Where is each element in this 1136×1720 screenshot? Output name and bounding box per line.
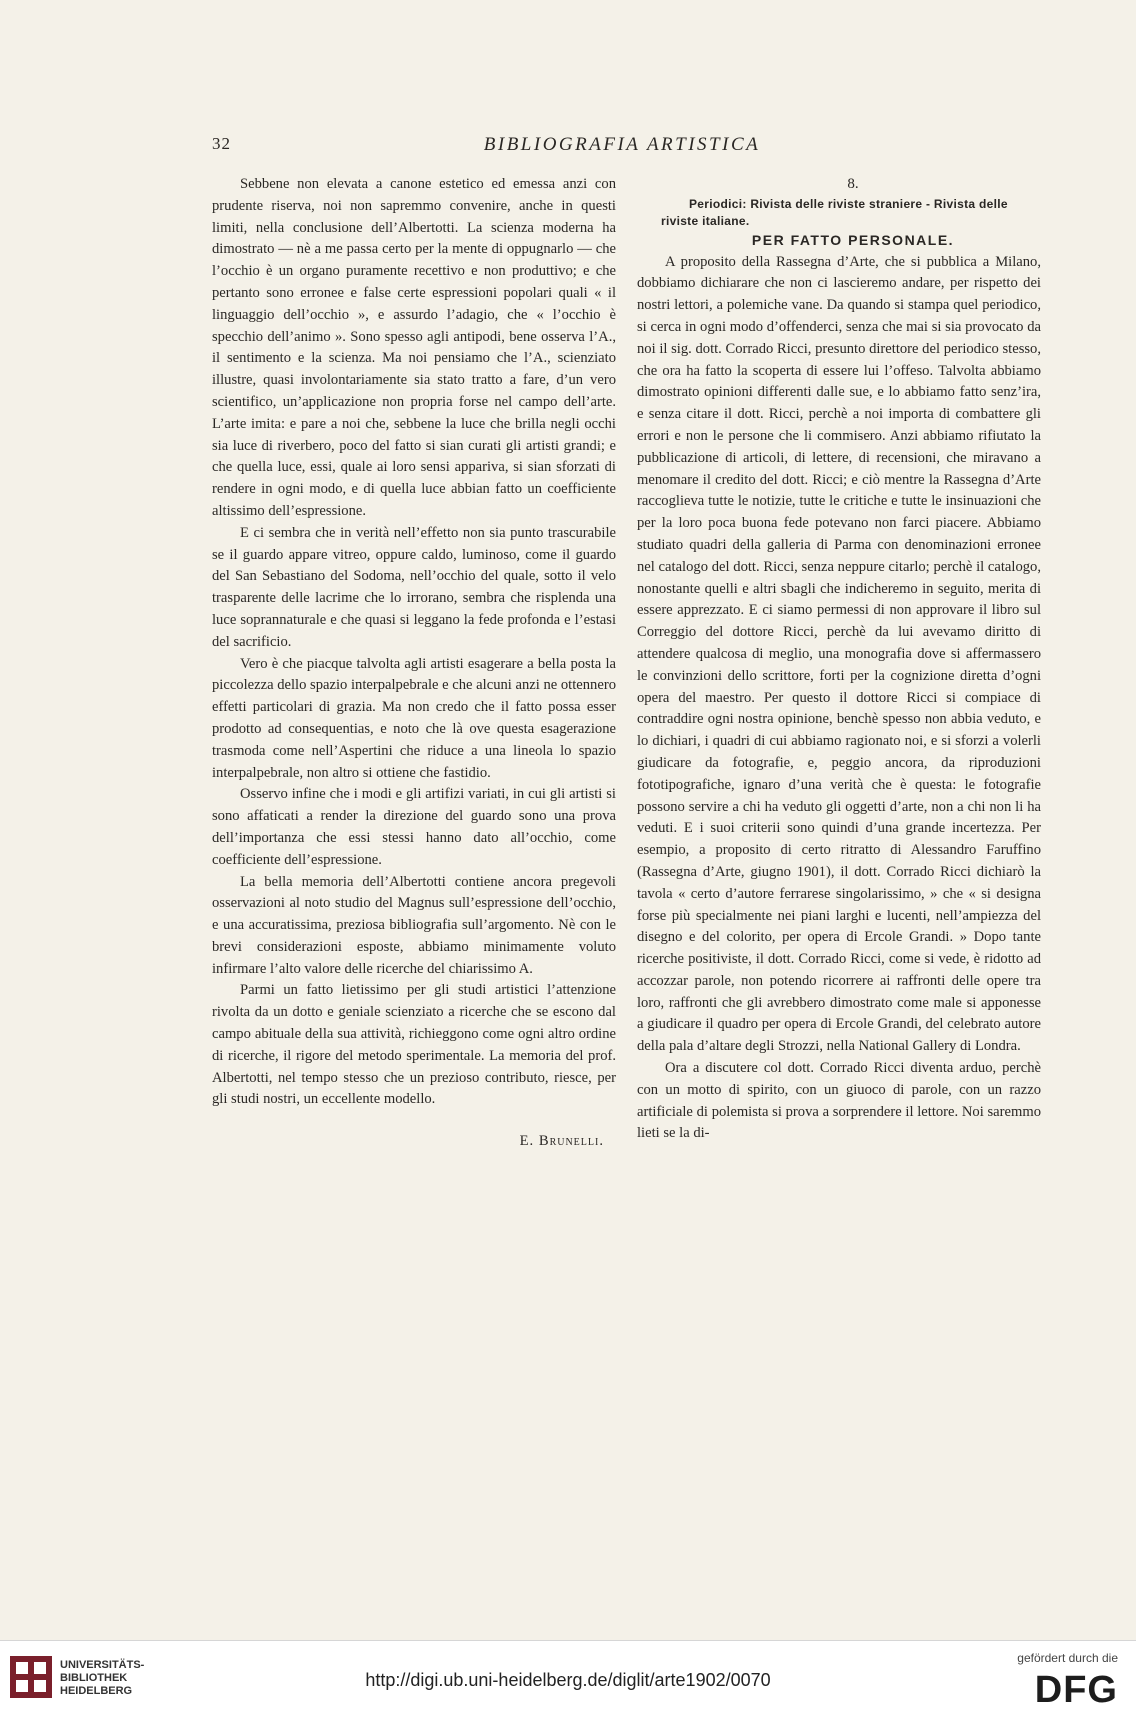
logo-line: UNIVERSITÄTS- <box>60 1659 145 1671</box>
periodici-heading: Periodici: Rivista delle riviste straniere - Rivista delle riviste italiane. <box>661 196 1008 228</box>
section-title: PER FATTO PERSONALE. <box>751 231 955 248</box>
paragraph: La bella memoria dell’Albertotti contiene ancora pregevoli osservazioni al noto studio del Magnus sull’espressione dell’occhio, e una accuratissima, preziosa bibliografia sull’argomento. Nè con le brevi considerazioni esposte, abbiamo minimamente voluto infirmare l’alto valore delle ricerche del chiarissimo A. <box>212 873 616 977</box>
logo-line: HEIDELBERG <box>60 1685 133 1697</box>
paragraph: Parmi un fatto lietissimo per gli studi artistici l’attenzione rivolta da un dotto e geniale scienziato a ricerche che se escono dal campo abituale della sua attività, richieggono come ogni altro ordine di ricerche, il rigore del metodo sperimentale. La memoria del prof. Albertotti, nel tempo stesso che un prezioso contributo, riesce, per gli studi nostri, un eccellente modello. <box>212 982 616 1108</box>
paragraph: Sebbene non elevata a canone estetico ed emessa anzi con prudente riserva, noi non sapremmo convenire, anche in questi limiti, nella conclusione dell’Albertotti. La scienza moderna ha dimostrato — nè a me passa certo per la mente di oppugnarlo — che l’occhio è un organo puramente recettivo e non produttivo; e che pertanto sono erronee e false certe espressioni popolari quali « il linguaggio dell’occhio », e assurdo l’adagio, che « l’occhio è specchio dell’animo ». Sono spesso agli antipodi, bene osserva l’A., il sentimento e la scienza. Ma noi pensiamo che l’A., scienziato illustre, quasi involontariamente sia stato tratto a fare, d’un vero scientifico, un’applicazione non propria forse nel campo dell’arte. L’arte imita: e pare a noi che, sebbene la luce che brilla negli occhi sia luce di riverbero, poco del fatto si sian curati gli artisti grandi; e che quella luce, essi, quale ai loro sensi appariva, si sian sforzati di rendere in ogni modo, e di quella luce abbian fatto un coefficiente altissimo dell’espressione. <box>212 176 616 519</box>
funding-caption: gefördert durch die <box>1017 1651 1118 1665</box>
page-number: 32 <box>212 134 231 153</box>
running-title: BIBLIOGRAFIA ARTISTICA <box>483 134 761 155</box>
paragraph: A proposito della Rassegna d’Arte, che si pubblica a Milano, dobbiamo dichiarare che non ci lascieremo andare, per rispetto dei nostri lettori, a polemiche vane. Da quando si stampa quel periodico, si cerca in ogni modo d’offenderci, senza che mai si sia provocato da noi il sig. dott. Corrado Ricci, presunto direttore del periodico stesso, che ora ha fatto la scoperta di essere lui l’offeso. Talvolta abbiamo dimostrato opinioni differenti dalle sue, e lo abbiamo fatto senz’ira, e senza citare il dott. Ricci, perchè a noi importa di combattere gli errori e non le persone che li commisero. Anzi abbiamo rifiutato la pubblicazione di articoli, di lettere, di recensioni, che miravano a menomare il credito del dott. Ricci; e ciò mentre la Rassegna d’Arte raccoglieva tutte le notizie, tutte le critiche e tutte le insinuazioni che per la loro poca buona fede potevano non farci piacere. Abbiamo studiato quadri della galleria di Parma con denominazioni erronee nel catalogo del dott. Ricci, senza neppure citarlo; perchè il catalogo, nonostante quelli e altri sbagli che indicheremo in seguito, merita di essere apprezzato. E ci siamo permessi di non approvare il libro sul Correggio del dottore Ricci, perchè da lui avevamo diritto di attendere qualcosa di meglio, una monografia dove si affermassero le convinzioni dello scrittore, forti per la cognizione diretta d’ogni opera del maestro. Per questo il dottore Ricci si compiace di contraddire ogni nostra opinione, benchè spesso non abbia veduto, e lo dichiari, i quadri di cui abbiamo ragionato noi, e si sforzi a volerli giudicare da fotografie, e, peggio ancora, da riproduzioni fototipografiche, ignaro d’una verità che è questa: le fotografie possono servire a chi ha veduto gli oggetti d’arte, non a chi non li ha veduti. E i suoi criterii sono quindi d’una grande incertezza. Per esempio, a proposito di certo ritratto di Alessandro Faruffino (Rassegna d’Arte, giugno 1901), il dott. Corrado Ricci dichiarò la tavola « certo d’autore ferrarese singolarissimo, » che « si designa forse più specialmente nei piani larghi e lucenti, nell’ampiezza del disegno e del colorito, per opera di Ercole Grandi. » Dopo tante ricerche positiviste, il dott. Corrado Ricci, come si vede, è ridotto ad accozzar parole, non potendo ricorrere ai raffronti delle opere tra loro, raffronti che gli avrebbero dimostrato come male si apponesse a giudicare il quadro per opera di Ercole Grandi, del celebrato autore della pala d’altare degli Strozzi, nella National Gallery di Londra. <box>637 253 1041 1055</box>
dfg-logo: DFG <box>1034 1669 1118 1711</box>
section-number: 8. <box>847 176 859 192</box>
paragraph: Vero è che piacque talvolta agli artisti esagerare a bella posta la piccolezza dello spazio interpalpebrale e che alcuni anzi ne ottennero effetti particolari di grazia. Ma non credo che il fatto possa esser prodotto ad consequentias, e noto che là ove questa esagerazione trasmoda come nell’Aspertini che riduce a una lineola lo spazio interpalpebrale, non altro si ottiene che fastidio. <box>212 655 616 781</box>
author-signature: E. Brunelli. <box>519 1133 604 1150</box>
left-column <box>212 174 616 1153</box>
right-column <box>637 174 1041 1145</box>
paragraph: E ci sembra che in verità nell’effetto non sia punto trascurabile se il guardo appare vitreo, oppure caldo, luminoso, come il guardo del San Sebastiano del Sodoma, nell’occhio del quale, sotto il velo trasparente delle lacrime che lo irrorano, sembra che risplenda una luce soprannaturale e che quasi si leggano la fede profonda e l’estasi del sacrificio. <box>212 524 616 650</box>
logo-line: BIBLIOTHEK <box>60 1672 128 1684</box>
paragraph: Osservo infine che i modi e gli artifizi variati, in cui gli artisti si sono affaticati a render la direzione del guardo sono una prova dell’importanza che essi stessi hanno dato all’occhio, come coefficiente dell’espressione. <box>212 786 616 868</box>
viewer-footer <box>0 1640 1136 1720</box>
running-head <box>212 134 1032 160</box>
paragraph: Ora a discutere col dott. Corrado Ricci diventa arduo, perchè con un motto di spirito, con un giuoco di parole, con un razzo artificiale di polemista si prova a sorprendere il lettore. Noi saremmo lieti se la di- <box>637 1060 1041 1142</box>
permalink-url[interactable]: http://digi.ub.uni-heidelberg.de/diglit/arte1902/0070 <box>365 1670 771 1690</box>
